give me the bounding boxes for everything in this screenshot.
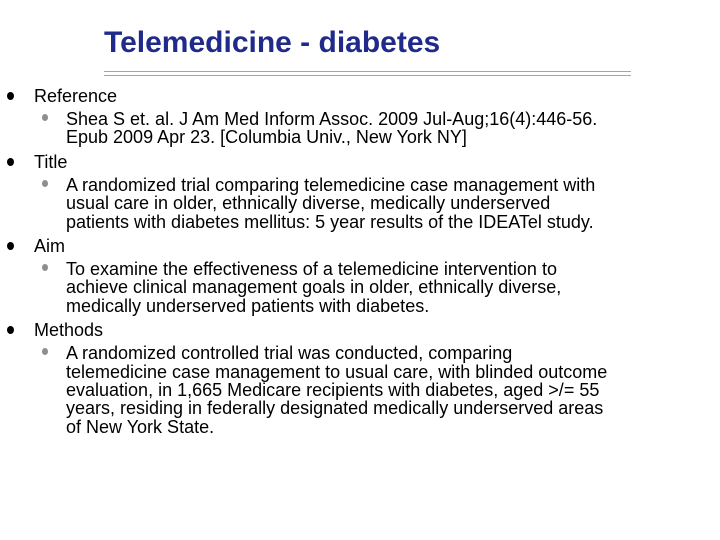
title-underline-secondary xyxy=(104,75,631,76)
sub-list xyxy=(34,174,720,234)
sub-list xyxy=(34,258,720,318)
section-heading: Title xyxy=(34,151,68,172)
bullet-icon xyxy=(7,242,14,250)
text-line: A randomized trial comparing telemedicine case management with xyxy=(66,174,596,195)
sub-bullet-icon xyxy=(42,264,48,271)
slide-content xyxy=(0,84,720,439)
sub-item xyxy=(34,258,720,318)
sub-bullet-icon xyxy=(42,180,48,187)
text-line: evaluation, in 1,665 Medicare recipients with diabetes, aged >/= 55 xyxy=(66,380,600,401)
text-line: A randomized controlled trial was conducted, comparing xyxy=(66,343,513,364)
sub-item xyxy=(34,108,720,150)
sub-item xyxy=(34,174,720,234)
sub-item-text xyxy=(66,342,720,439)
bullet-icon xyxy=(7,158,14,166)
text-line: Epub 2009 Apr 23. [Columbia Univ., New York NY] xyxy=(66,127,467,148)
text-line: medically underserved patients with diabetes. xyxy=(66,295,430,316)
title-underline xyxy=(104,71,631,72)
sub-list xyxy=(34,342,720,439)
text-line: patients with diabetes mellitus: 5 year results of the IDEATel study. xyxy=(66,211,594,232)
section-methods xyxy=(0,318,720,439)
sub-item-text xyxy=(66,108,720,150)
section-heading: Aim xyxy=(34,236,65,257)
text-line: telemedicine case management to usual care, with blinded outcome xyxy=(66,361,608,382)
text-line: To examine the effectiveness of a telemedicine intervention to xyxy=(66,259,557,280)
section-heading: Reference xyxy=(34,86,118,106)
sub-item-text xyxy=(66,174,720,234)
section-heading: Methods xyxy=(34,320,104,341)
section-title xyxy=(0,150,720,234)
text-line: usual care in older, ethnically diverse, medically underserved xyxy=(66,193,551,214)
sub-bullet-icon xyxy=(42,348,48,355)
slide-title: Telemedicine - diabetes xyxy=(104,26,441,59)
sub-item-text xyxy=(66,258,720,318)
sub-bullet-icon xyxy=(42,114,48,121)
section-aim xyxy=(0,234,720,318)
sub-list xyxy=(34,108,720,150)
text-line: Shea S et. al. J Am Med Inform Assoc. 2009 Jul-Aug;16(4):446-56. xyxy=(66,109,598,129)
bullet-icon xyxy=(7,326,14,334)
bullet-icon xyxy=(7,92,14,100)
text-line: years, residing in federally designated medically underserved areas xyxy=(66,398,604,419)
text-line: of New York State. xyxy=(66,416,215,437)
section-reference xyxy=(0,84,720,150)
sub-item xyxy=(34,342,720,439)
text-line: achieve clinical management goals in older, ethnically diverse, xyxy=(66,277,562,298)
